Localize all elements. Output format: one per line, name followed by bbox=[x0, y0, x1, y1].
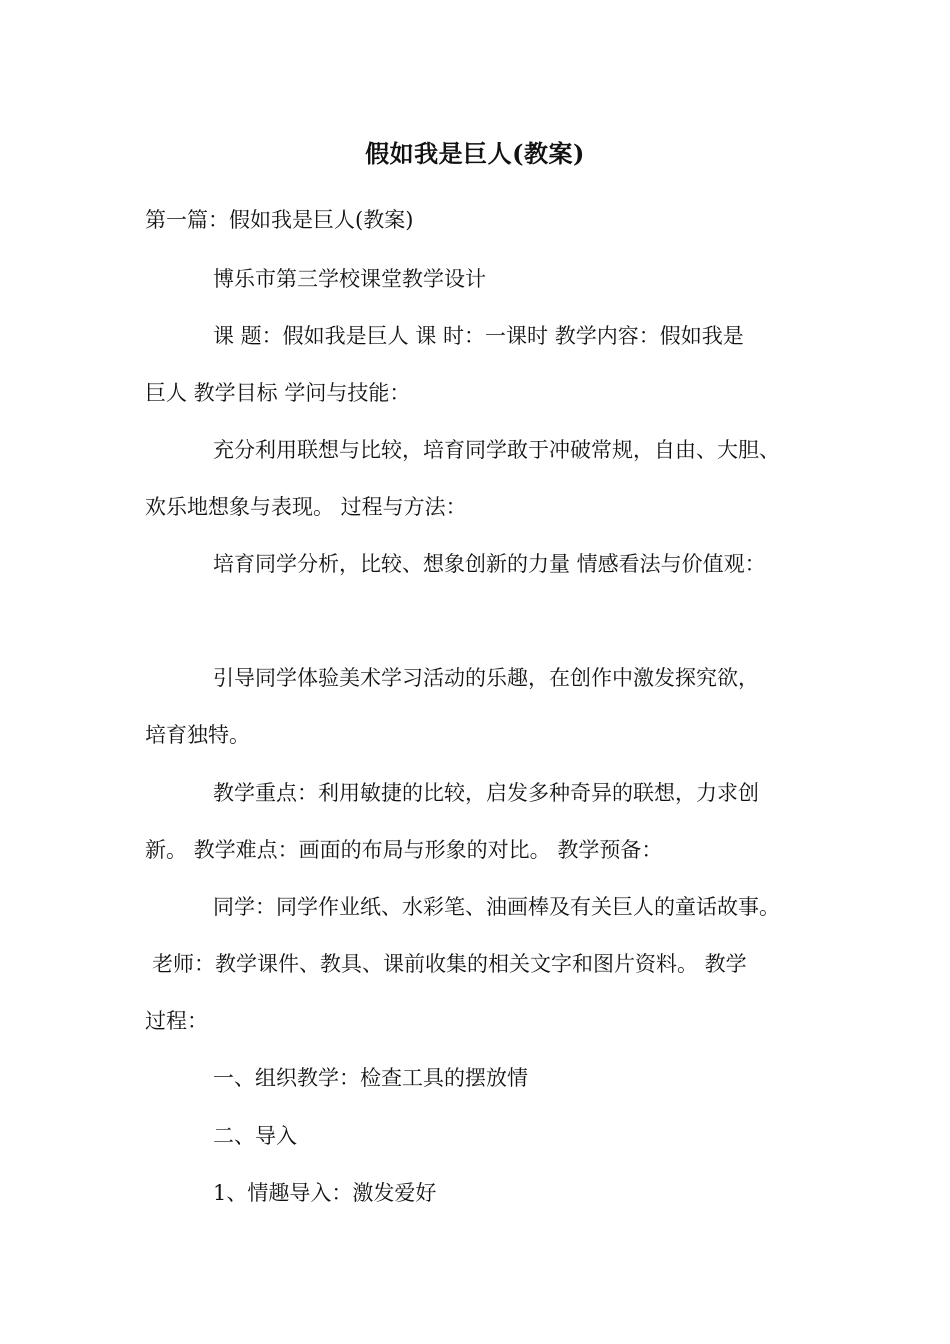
section-heading: 第一篇：假如我是巨人(教案) bbox=[145, 208, 414, 232]
paragraph-line: 老师：教学课件、教具、课前收集的相关文字和图片资料。 教学 bbox=[152, 952, 747, 976]
paragraph-line: 新。 教学难点：画面的布局与形象的对比。 教学预备： bbox=[145, 838, 663, 862]
document-title: 假如我是巨人(教案) bbox=[365, 139, 585, 168]
paragraph-line: 巨人 教学目标 学问与技能： bbox=[145, 381, 411, 405]
paragraph-line: 培育同学分析，比较、想象创新的力量 情感看法与价值观： bbox=[213, 552, 766, 576]
paragraph-line: 课 题：假如我是巨人 课 时：一课时 教学内容：假如我是 bbox=[213, 324, 744, 348]
paragraph-line: 欢乐地想象与表现。 过程与方法： bbox=[145, 495, 467, 519]
paragraph-line: 1、情趣导入：激发爱好 bbox=[213, 1181, 437, 1205]
paragraph-line: 充分利用联想与比较，培育同学敢于冲破常规，自由、大胆、 bbox=[213, 438, 780, 462]
paragraph-line: 一、组织教学：检查工具的摆放情 bbox=[213, 1066, 528, 1090]
paragraph-line: 教学重点：利用敏捷的比较，启发多种奇异的联想，力求创 bbox=[213, 781, 759, 805]
paragraph-line: 二、导入 bbox=[213, 1124, 297, 1148]
paragraph-line: 过程： bbox=[145, 1009, 208, 1033]
paragraph-line: 同学：同学作业纸、水彩笔、油画棒及有关巨人的童话故事。 bbox=[213, 895, 780, 919]
paragraph-line: 博乐市第三学校课堂教学设计 bbox=[213, 267, 486, 291]
paragraph-line: 引导同学体验美术学习活动的乐趣，在创作中激发探究欲， bbox=[213, 666, 759, 690]
paragraph-line: 培育独特。 bbox=[145, 723, 250, 747]
